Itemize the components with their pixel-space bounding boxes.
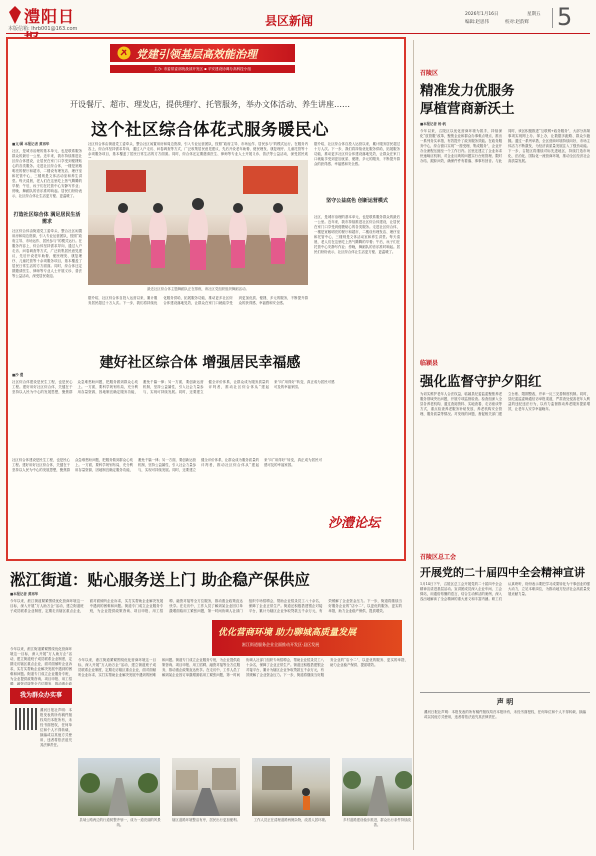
feature-photo-dancers — [88, 160, 308, 285]
feature-body-3b: 社区，是城市治理的基本单元，也是联系服务群众的最后一公里。近年来，我市持续推进社区综合体建设，让居民在家门口享受到便捷贴心的各类服务。走进社区综合体，一楼是宽敞明亮的餐厅和超市，二楼设有理发店、理疗室和托管中心，三楼则是文体活动室和养生讲堂。每天清晨，老人们在这里吃上热气腾腾的早餐；午后，孩子们在托管中心安静写作业；傍晚，舞蹈队的音乐准时响起。居民们纷纷表示，社区综合体让生活更方便、更温暖了。 — [314, 215, 400, 254]
road-workers-icon — [252, 758, 330, 816]
page-number-divider — [552, 8, 553, 28]
issue-date: 2026年1月16日 — [465, 12, 499, 17]
feature-body-1: 社区，是城市治理的基本单元，也是联系服务群众的最后一公里。近年来，我市持续推进社区综合体建设，让居民在家门口享受到便捷贴心的各类服务。走进社区综合体，一楼是宽敞明亮的餐厅和超市，二楼设有理发店、理疗室和托管中心，三楼则是文体活动室和养生讲堂。每天清晨，老人们在这里吃上热气腾腾的早餐；午后，孩子们在托管中心安静写作业；傍晚，舞蹈队的音乐准时响起。居民们纷纷表示，社区综合体让生活更方便、更温暖了。 — [12, 149, 82, 198]
bottom-body-2: 今年以来，淞江街道紧紧围绕优化营商环境这一目标，深入开展“万人助万企”活动，建立街道班子成员联系企业制度，定期走访辖区重点企业，面对面倾听企业诉求，实打实帮助企业解决发展中遇到的困难和问题。街道专门成立企业服务专班，为企业提供政策咨询、项目申报、用工招聘、融资对接等全方位服务，推动惠企政策直达快享。在走访中，工作人员了解到某企业因订单激增面临用工紧张问题，第一时间协调人社部门组织专场招聘会，帮助企业招录员工八十余名，保障了企业正常生产。街道还积极搭建银企对接平台，累计为辖区企业争取贷款五千余万元，有效缓解了企业资金压力。下一步，街道将继续当好服务企业的“店小二”，以更优的服务、更实的举措，助力企业稳产保供、提质增效。 — [78, 658, 408, 677]
bottom-headline: 淞江街道：贴心服务送上门 助企稳产保供应 — [10, 570, 310, 589]
commentary-body-2: 社区综合体建设是民生工程，也是民心工程。建好用好社区综合体，关键在于坚持以人民为中心的发展思想，聚焦群众急难愁盼问题，把服务做到群众心坎上。一方面，要科学规划布局，充分利用存量资源，因地制宜确定服务功能，避免千篇一律；另一方面，要创新运营机制，坚持公益属性，引入社会力量参与，实现可持续发展。同时，还要建立健全评价体系，让群众成为服务质量的评判者，推动社区综合体从“建起来”向“用得好”转变，真正成为居民可感可及的幸福家园。 — [12, 458, 322, 472]
proofreader: 校对:赵韵辉 — [505, 20, 530, 25]
right-mid-section: 临颍县 — [420, 360, 439, 367]
service-banner-text: 我为群众办实事 — [19, 692, 62, 699]
section-title: 县区新闻 — [265, 14, 314, 28]
right-low-headline: 开展党的二十届四中全会精神宣讲 — [420, 566, 585, 579]
feature-photo-caption: 最近社区综合体主题舞蹈队正在排练，该社区党组织组织舞蹈活动。 — [147, 287, 249, 291]
service-qr-icon — [15, 708, 37, 730]
feature-kicker: 开设餐厅、超市、理发店，提供理疗、托管服务，举办文体活动、养生讲座…… — [70, 100, 350, 109]
page-number: 5 — [557, 3, 573, 31]
right-mid-headline: 强化监督守护夕阳红 — [420, 374, 542, 390]
tagline-title: 优化营商环境 助力聊城高质量发展 — [218, 628, 357, 638]
commentary-brand-text: 沙澧论坛 — [328, 516, 381, 531]
right-mid-body: 为切实维护老年人合法权益，临颍县纪委监委聚焦养老服务领域突出问题，开展专项监督检查。检查组深入全县各养老机构，通过查阅资料、实地查看、走访座谈等方式，重点检查养老服务补贴发放、养老机构安全管理、服务质量等情况。对发现的问题，督促相关部门建立台账、限期整改，并举一反三完善制度机制。同时，县纪委监委畅通信访举报渠道，严肃查处侵害老年人利益的违纪违法行为，以有力监督推动养老服务提质增效，让老年人安享幸福晚年。 — [420, 392, 590, 416]
bottom-photo-4-caption: 乡村道路建设稳步推进，群众出行条件持续改善。 — [343, 818, 411, 827]
tagline-banner — [212, 620, 402, 656]
notice-title: 声 明 — [496, 697, 514, 706]
feature-headline: 这个社区综合体花式服务暖民心 — [91, 120, 329, 139]
commentary-brand — [328, 508, 394, 534]
bottom-photo-1 — [78, 758, 160, 816]
right-low-section: 召陵区总工会 — [420, 554, 457, 561]
service-side-text: 漯河日报社声明：本报发表的所有稿件版权均归本报所有，未经书面授权，任何单位和个人不得转载、摘编或以其他方式使用，违者将依法追究其法律责任。 — [40, 708, 72, 747]
right-column-divider — [413, 40, 414, 850]
road-village-icon — [172, 758, 240, 816]
logo-emblem-icon — [8, 6, 22, 24]
feature-subhead-2 — [314, 198, 400, 205]
notice-body: 漯河日报社声明：本报发表的所有稿件版权均归本报所有，未经书面授权，任何单位和个人不得转载、摘编或以其他方式使用，违者将依法追究其法律责任。 — [424, 710, 586, 719]
bottom-photo-4 — [342, 758, 412, 816]
bottom-photo-3 — [252, 758, 330, 816]
feature-body-1b: 社区综合体由街道党工委牵头，整合社区闲置用房和周边资源，引入专业运营团队，按照“政府主导、市场运作、居民参与”的模式运行。在服务内容上，综合体坚持需求导向，通过入户走访、问卷调查等方式，广泛收集居民意见建议，先后开设老年助餐、便民理发、康复理疗、儿童托管等十余项服务项目，基本覆盖了居民日常生活的方方面面。同时，综合体还定期邀请医生、律师等专业人士开展义诊、普法等公益活动，深受居民欢迎。 — [12, 229, 82, 278]
right-top-headline-2: 厚植营商新沃土 — [420, 101, 515, 117]
commentary-byline: ■沙 澧 — [12, 373, 24, 377]
right-top-section: 召陵区 — [420, 70, 439, 77]
editor: 编辑:赵思伟 — [465, 20, 490, 25]
banner-title: 党建引领基层高效能治理 — [136, 48, 257, 61]
feature-subhead-2-text: 坚守公益底色 创新运营模式 — [326, 198, 388, 204]
party-emblem-icon — [117, 46, 131, 60]
feature-body-4: 据介绍，社区综合体自投入运营以来，累计服务居民超过十万人次。下一步，我们将持续优化服务供给，拓展服务功能，推动更多社区综合体建设落地见效，让群众在家门口就能享受到更加优质、便捷、多元的服务，不断提升群众的获得感、幸福感和安全感。 — [88, 296, 308, 305]
right-top-body: 今年以来，召陵区以优化营商环境为抓手，持续深化“放管服”改革，聚焦企业和群众办事难点堵点，推出一系列务实举措，有效提升了政务服务效能。在政务服务中心，综合窗口实现“一窗受理、集成服务”，企业开办全流程压缩至一个工作日内。区里还建立了企业诉求快速响应机制，对企业反映的问题实行台账管理、限时办结、跟踪问效，确保件件有着落、事事有回音。与此同时，该区积极推进“互联网+政务服务”，大部分高频事项实现网上办、掌上办，让数据多跑路、群众少跑腿。通过一系列举措，全区营商环境持续向好，市场主体活力不断激发，为经济高质量发展注入了强劲动能。下一步，召陵区将继续对标先进地区，持续打造市场化、法治化、国际化一流营商环境，推动全区经济社会高质量发展。 — [420, 129, 590, 163]
bottom-body-cont: 今年以来，淞江街道紧紧围绕优化营商环境这一目标，深入开展“万人助万企”活动，建立街道班子成员联系企业制度，定期走访辖区重点企业，面对面倾听企业诉求，实打实帮助企业解决发展中遇到的困难和问题。街道专门成立企业服务专班，为企业提供政策咨询、项目申报、用工招聘、融资对接等全方位服务，推动惠企政 — [10, 647, 72, 685]
notice-box — [420, 692, 590, 843]
logo-text: 澧阳日 — [24, 7, 76, 26]
road-trees-1-icon — [78, 758, 160, 816]
newspaper-logo — [8, 4, 78, 26]
masthead-rule — [6, 33, 590, 34]
bottom-photo-2 — [172, 758, 240, 816]
bottom-photo-2-caption: 辖区道路环境整洁有序，居民出行更加便利。 — [172, 818, 240, 822]
bottom-photo-3-caption: 工作人员正在清理道路两侧杂物，改善人居环境。 — [253, 818, 329, 822]
right-low-body: 1月14日下午，召陵区总工会开展党的二十届四中全会精神宣讲进基层活动。宣讲团成员深入企业车间、工会驿站，用通俗易懂的语言，结合生动鲜活的案例，深入浅出地解读了全会精神的重大意义和丰富内涵。职工们认真聆听，纷纷表示要把学习成果转化为干事创业的强大动力，立足本职岗位，为推动地方经济社会高质量发展贡献力量。 — [420, 582, 590, 601]
feature-subhead-1-text: 打造社区综合体 满足居民生活需求 — [13, 212, 81, 225]
feature-subhead-1 — [12, 212, 82, 226]
dancers-illustration — [88, 160, 308, 285]
bottom-byline: ■本报记者 黄再华 — [10, 592, 39, 596]
right-top-headline-1: 精准发力优服务 — [420, 83, 515, 99]
right-top-byline: ■本报记者 杨 帆 — [420, 122, 446, 126]
issue-weekday: 星期五 — [527, 12, 541, 17]
party-banner — [110, 44, 295, 81]
feature-body-2: 社区综合体由街道党工委牵头，整合社区闲置用房和周边资源，引入专业运营团队，按照“政府主导、市场运作、居民参与”的模式运行。在服务内容上，综合体坚持需求导向，通过入户走访、问卷调查等方式，广泛收集居民意见建议，先后开设老年助餐、便民理发、康复理疗、儿童托管等十余项服务项目，基本覆盖了居民日常生活的方方面面。同时，综合体还定期邀请医生、律师等专业人士开展义诊、普法等公益活动，深受居民欢 — [88, 142, 308, 156]
bottom-photo-1-caption: 县域公路两边的行道树整齐划一，成为一道亮丽的风景线。 — [79, 818, 161, 827]
feature-byline: ■文/图 本报记者 黄再华 — [12, 142, 50, 146]
banner-subtitle: 主办: 市委常委部统战部开发区 ▪ 平安建设协调办高科技小组 — [110, 65, 295, 73]
bottom-body: 今年以来，淞江街道紧紧围绕优化营商环境这一目标，深入开展“万人助万企”活动，建立街道班子成员联系企业制度，定期走访辖区重点企业，面对面倾听企业诉求，实打实帮助企业解决发展中遇到的困难和问题。街道专门成立企业服务专班，为企业提供政策咨询、项目申报、用工招聘、融资对接等全方位服务，推动惠企政策直达快享。在走访中，工作人员了解到某企业因订单激增面临用工紧张问题，第一时间协调人社部门组织专场招聘会，帮助企业招录员工八十余名，保障了企业正常生产。街道还积极搭建银企对接平台，累计为辖区企业争取贷款五千余万元，有效缓解了企业资金压力。下一步，街道将继续当好服务企业的“店小二”，以更优的服务、更实的举措，助力企业稳产保供、提质增效。 — [10, 599, 402, 613]
commentary-body: 社区综合体建设是民生工程，也是民心工程。建好用好社区综合体，关键在于坚持以人民为中心的发展思想，聚焦群众急难愁盼问题，把服务做到群众心坎上。一方面，要科学规划布局，充分利用存量资源，因地制宜确定服务功能，避免千篇一律；另一方面，要创新运营机制，坚持公益属性，引入社会力量参与，实现可持续发展。同时，还要建立健全评价体系，让群众成为服务质量的评判者，推动社区综合体从“建起来”向“用得好”转变，真正成为居民可感可及的幸福家园。 — [12, 380, 335, 394]
service-banner — [10, 688, 72, 704]
tagline-subtitle: 淞江街道服务企业全面推动开发区·县区发展 — [242, 642, 320, 647]
feature-body-3: 据介绍，社区综合体自投入运营以来，累计服务居民超过十万人次。下一步，我们将持续优化服务供给，拓展服务功能，推动更多社区综合体建设落地见效，让群众在家门口就能享受到更加优质、便捷、多元的服务，不断提升群众的获得感、幸福感和安全感。 — [314, 142, 400, 166]
hotline: 本版信箱: lhrb001@163.com — [8, 26, 78, 32]
commentary-headline: 建好社区综合体 增强居民幸福感 — [99, 355, 301, 371]
road-trees-2-icon — [342, 758, 412, 816]
